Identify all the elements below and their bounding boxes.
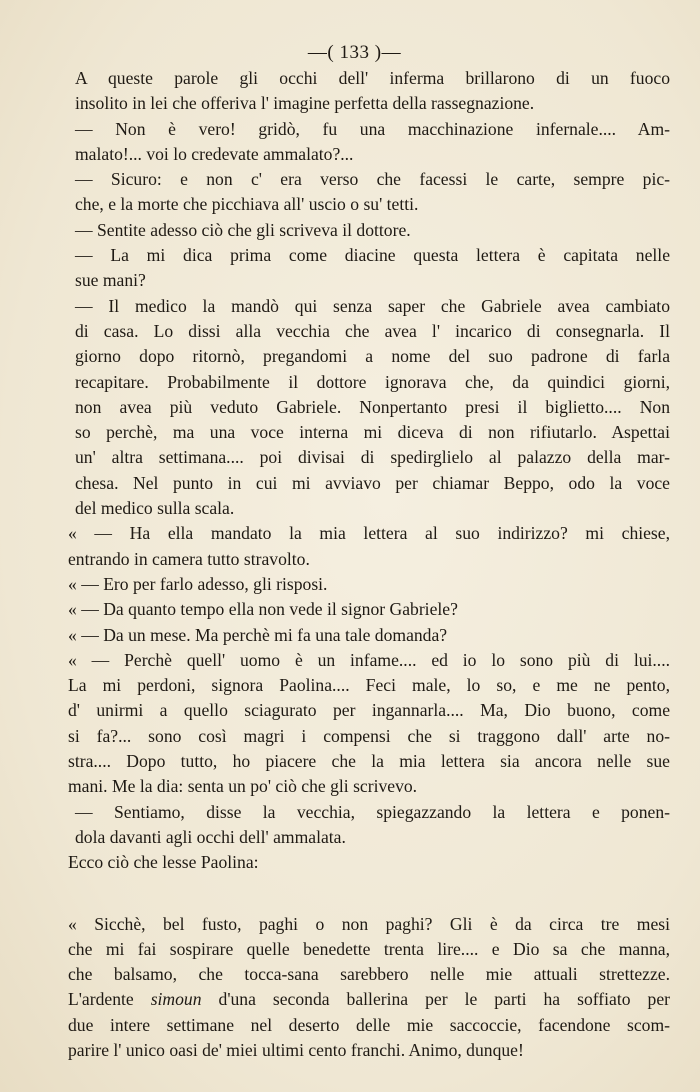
text-line: « — Ha ella mandato la mia lettera al suo indirizzo? mi chiese, [68, 523, 670, 544]
paragraph [31, 800, 670, 851]
text-line: di casa. Lo dissi alla vecchia che avea l' incarico di consegnarla. Il [75, 320, 670, 341]
letter-text [31, 912, 670, 1064]
text-line: — Sentiamo, disse la vecchia, spiegazzando la lettera e ponen- [75, 801, 670, 822]
quote-paragraph [31, 572, 670, 597]
text-line: recapitare. Probabilmente il dottore ignorava che, da quindici giorni, [75, 371, 670, 392]
letter-intro [31, 850, 670, 875]
text-line: — Sicuro: e non c' era verso che facessi le carte, sempre pic- [75, 169, 670, 190]
body-text [31, 66, 670, 876]
text-line: che, e la morte che picchiava all' uscio o su' tetti. [75, 194, 419, 215]
paragraph [31, 243, 670, 294]
paragraph [31, 218, 670, 243]
text-line: stra.... Dopo tutto, ho piacere che la mia lettera sia ancora nelle sue [68, 751, 670, 772]
letter-line [31, 987, 670, 1012]
letter-text-segment: « Sicchè, bel fusto, paghi o non paghi? Gli è da circa tre mesi [68, 913, 670, 934]
letter-text-segment: che balsamo, che tocca-sana sarebbero nelle mie attuali strettezze. [68, 964, 670, 985]
text-line: A queste parole gli occhi dell' inferma brillarono di un fuoco [75, 68, 670, 88]
letter-line [31, 962, 670, 987]
text-line: — Non è vero! gridò, fu una macchinazione infernale.... Am- [75, 118, 670, 139]
text-line: d' unirmi a quello sciagurato per ingannarla.... Ma, Dio buono, come [68, 700, 670, 721]
text-line: malato!... voi lo credevate ammalato?... [75, 143, 354, 164]
section-gap [31, 876, 670, 912]
text-line: « — Ero per farlo adesso, gli risposi. [68, 573, 328, 594]
paragraph [31, 117, 670, 168]
letter-text-segment: che mi fai sospirare quelle benedette trenta lire.... e Dio sa che manna, [68, 938, 670, 959]
text-line: « — Perchè quell' uomo è un infame.... ed io lo sono più di lui.... [68, 649, 670, 670]
letter-text-segment: due intere settimane nel deserto delle mie saccoccie, facendone scom- [68, 1014, 670, 1035]
text-line: Ecco ciò che lesse Paolina: [68, 852, 259, 873]
text-line: del medico sulla scala. [75, 498, 235, 519]
letter-line [31, 937, 670, 962]
text-line: giorno dopo ritornò, pregandomi a nome del suo padrone di farla [75, 346, 670, 367]
quote-paragraph [31, 521, 670, 572]
text-line: sue mani? [75, 270, 146, 291]
text-line: — Il medico la mandò qui senza saper che Gabriele avea cambiato [75, 295, 670, 316]
text-line: insolito in lei che offeriva l' imagine perfetta della rassegnazione. [75, 93, 535, 114]
text-line: La mi perdoni, signora Paolina.... Feci male, lo so, e me ne pento, [68, 675, 670, 696]
letter-line [31, 912, 670, 937]
quote-paragraph [31, 648, 670, 800]
quote-paragraph [31, 597, 670, 622]
italic-word: simoun [150, 989, 202, 1010]
paragraph [31, 167, 670, 218]
text-line: non avea più veduto Gabriele. Nonpertanto presi il biglietto.... Non [75, 396, 670, 417]
letter-line [31, 1038, 670, 1063]
text-line: un' altra settimana.... poi divisai di spedirglielo al palazzo della mar- [75, 447, 670, 468]
letter-text-segment: parire l' unico oasi de' miei ultimi cento franchi. Animo, dunque! [68, 1039, 524, 1060]
text-line: — La mi dica prima come diacine questa lettera è capitata nelle [75, 245, 670, 266]
letter-paragraph [31, 912, 670, 1064]
text-line: entrando in camera tutto stravolto. [68, 548, 310, 569]
text-line: « — Da un mese. Ma perchè mi fa una tale domanda? [68, 624, 448, 645]
quote-paragraph [31, 623, 670, 648]
paragraph [31, 294, 670, 522]
text-line: « — Da quanto tempo ella non vede il signor Gabriele? [68, 599, 458, 620]
text-line: dola davanti agli occhi dell' ammalata. [75, 826, 346, 847]
text-line: chesa. Nel punto in cui mi avviavo per chiamar Beppo, odo la voce [75, 472, 670, 493]
letter-line [31, 1013, 670, 1038]
text-line: si fa?... sono così magri i compensi che si traggono dall' arte no- [68, 725, 670, 746]
letter-text-segment: d'una seconda ballerina per le parti ha soffiato per [201, 989, 670, 1010]
letter-text-segment: L'ardente [68, 989, 151, 1010]
paragraph [31, 66, 670, 117]
page-number: —( 133 )— [307, 42, 402, 63]
text-line: — Sentite adesso ciò che gli scriveva il dottore. [75, 219, 411, 240]
text-line: mani. Me la dia: senta un po' ciò che gli scrivevo. [68, 776, 418, 797]
text-line: so perchè, ma una voce interna mi diceva di non rifiutarlo. Aspettai [75, 422, 670, 443]
